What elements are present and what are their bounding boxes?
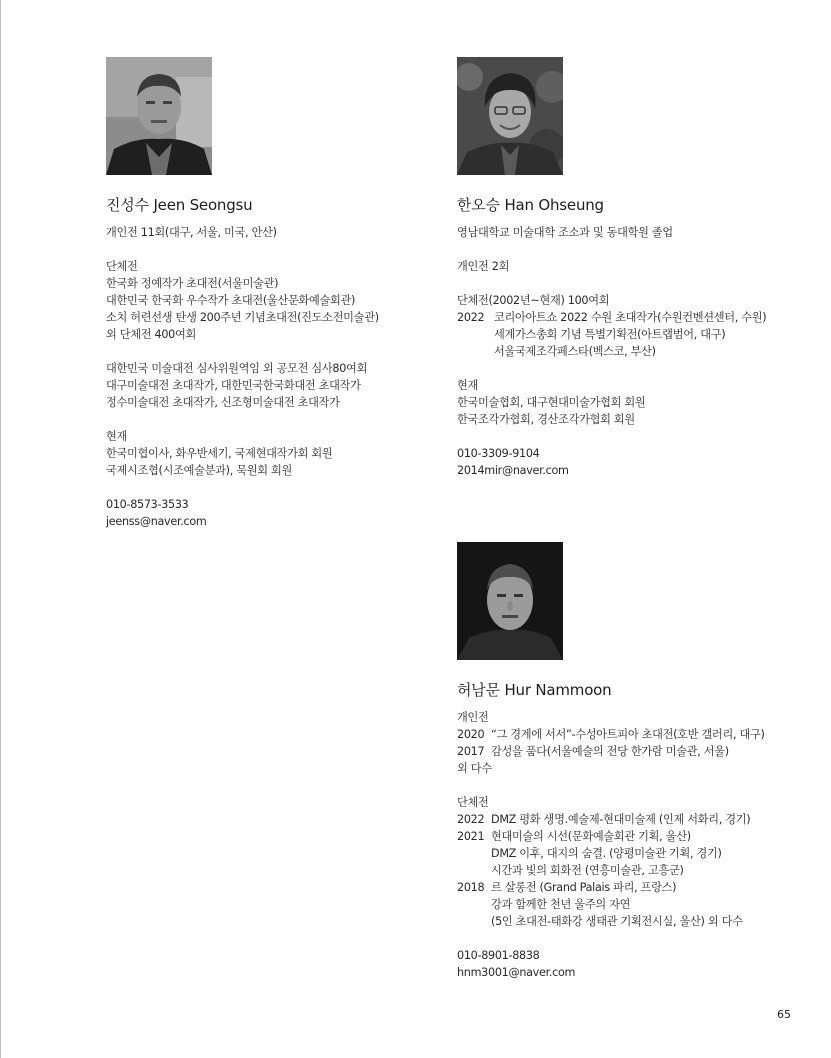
artist-name: 진성수 Jeen Seongsu (106, 196, 253, 214)
email: hnm3001@naver.com (457, 966, 576, 979)
year: 2018 (457, 881, 485, 894)
list-item: 대한민국 한국화 우수작가 초대전(울산문화예술회관) (106, 294, 356, 307)
bio-hur-nammoon (457, 709, 765, 981)
year: 2022 (457, 813, 485, 826)
list-item: 외 다수 (457, 762, 492, 775)
list-item: DMZ 이후, 대지의 숨결. (양평미술관 기획, 경기) (491, 847, 722, 860)
group-exhibition-title: 단체전 (106, 260, 138, 273)
year: 2022 (457, 311, 485, 324)
solo-exhibition: 개인전 2회 (457, 260, 510, 273)
solo-exhibition: 개인전 11회(대구, 서울, 미국, 안산) (106, 226, 277, 239)
phone: 010-3309-9104 (457, 447, 540, 460)
solo-exhibition-title: 개인전 (457, 711, 489, 724)
current-title: 현재 (457, 379, 479, 392)
list-item: “그 경계에 서서”-수성아트피아 초대전(호반 갤러리, 대구) (491, 728, 765, 741)
portrait-hur-nammoon (457, 542, 563, 660)
list-item: 한국화 정예작가 초대전(서울미술관) (106, 277, 279, 290)
list-item: 외 단체전 400여회 (106, 328, 197, 341)
list-item: 현대미술의 시선(문화예술회관 기획, 울산) (491, 830, 691, 843)
list-item: 국제시조협(시조예술분과), 묵원회 회원 (106, 464, 293, 477)
email: 2014mir@naver.com (457, 464, 569, 477)
artist-name: 허남문 Hur Nammoon (457, 681, 612, 699)
list-item: 감성을 품다(서울예술의 전당 한가람 미술관, 서울) (491, 745, 729, 758)
phone: 010-8573-3533 (106, 498, 189, 511)
year: 2021 (457, 830, 485, 843)
list-item: 한국미술협회, 대구현대미술가협회 회원 (457, 396, 646, 409)
portrait-jeen-seongsu (106, 57, 212, 175)
year: 2017 (457, 745, 485, 758)
artist-name: 한오승 Han Ohseung (457, 196, 604, 214)
list-item: 소치 허련선생 탄생 200주년 기념초대전(진도소전미술관) (106, 311, 379, 324)
list-item: DMZ 평화 생명.예술제-현대미술제 (인제 서화리, 경기) (491, 813, 751, 826)
page-edge (0, 0, 1, 1058)
bio-han-ohseung (457, 224, 766, 479)
group-exhibition-title: 단체전 (457, 796, 489, 809)
page-number: 65 (777, 1008, 791, 1021)
list-item: (5인 초대전-태화강 생태관 기획전시실, 울산) 외 다수 (491, 915, 743, 928)
list-item: 한국미협이사, 화우반세기, 국제현대작가회 회원 (106, 447, 333, 460)
portrait-han-ohseung (457, 57, 563, 175)
bio-jeen-seongsu (106, 224, 379, 530)
email: jeenss@naver.com (106, 515, 207, 528)
phone: 010-8901-8838 (457, 949, 540, 962)
year: 2020 (457, 728, 485, 741)
list-item: 대구미술대전 초대작가, 대한민국한국화대전 초대작가 (106, 379, 361, 392)
list-item: 코리아아트쇼 2022 수원 초대작가(수원컨벤션센터, 수원) (494, 311, 767, 324)
education: 영남대학교 미술대학 조소과 및 동대학원 졸업 (457, 226, 673, 239)
list-item: 대한민국 미술대전 심사위원역임 외 공모전 심사80여회 (106, 362, 368, 375)
list-item: 한국조각가협회, 경산조각가협회 회원 (457, 413, 635, 426)
list-item: 르 살롱전 (Grand Palais 파리, 프랑스) (491, 881, 677, 894)
list-item: 세계가스총회 기념 특별기획전(아트랩범어, 대구) (494, 328, 726, 341)
list-item: 정수미술대전 초대작가, 신조형미술대전 초대작가 (106, 396, 340, 409)
group-exhibition-title: 단체전(2002년~현재) 100여회 (457, 294, 610, 307)
list-item: 서울국제조각페스타(벡스코, 부산) (494, 345, 656, 358)
current-title: 현재 (106, 430, 128, 443)
list-item: 시간과 빛의 회화전 (연흥미술관, 고흥군) (491, 864, 684, 877)
list-item: 강과 함께한 천년 울주의 자연 (491, 898, 631, 911)
